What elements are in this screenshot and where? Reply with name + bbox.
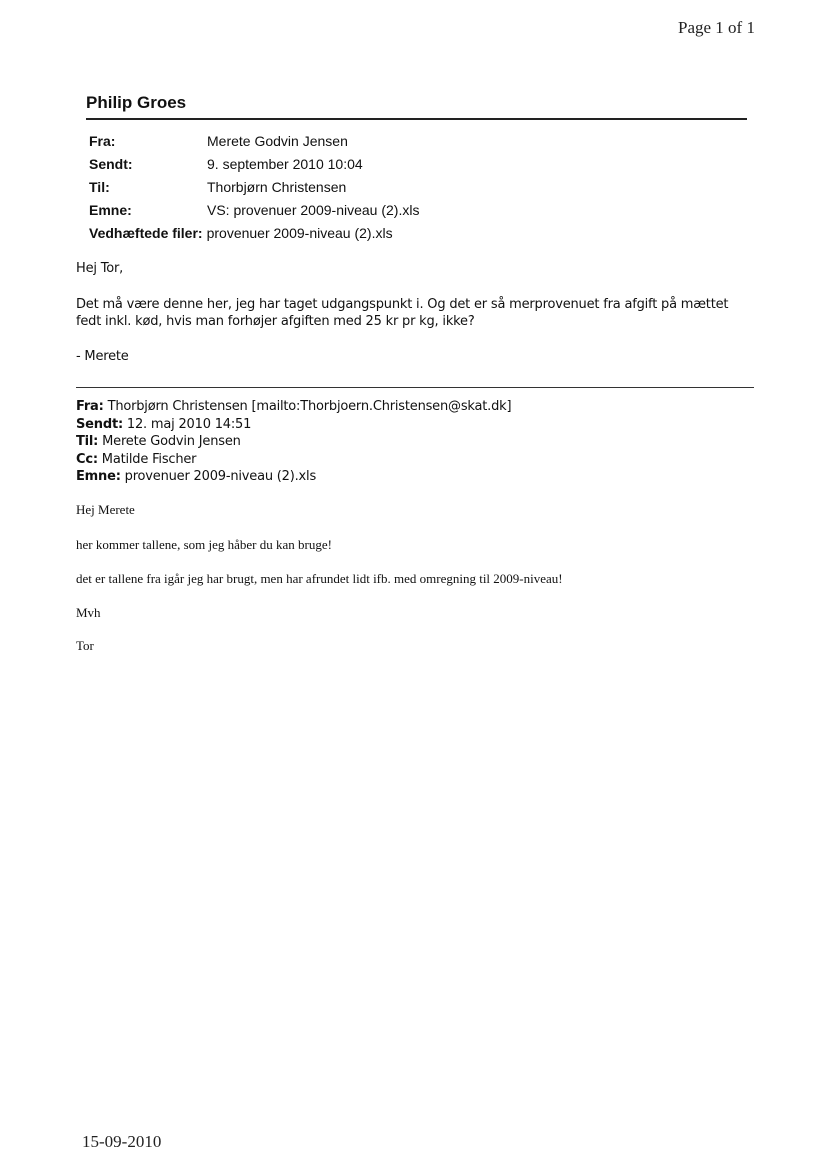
quoted-from-row <box>76 398 511 416</box>
body-signoff: - Merete <box>76 349 129 364</box>
quoted-from-label: Fra: <box>76 399 104 414</box>
subject-row <box>89 199 419 222</box>
quoted-closing: Mvh <box>76 605 101 620</box>
page-number: Page 1 of 1 <box>678 18 755 37</box>
quoted-sent-value: 12. maj 2010 14:51 <box>126 416 252 432</box>
quoted-subject-row <box>76 468 511 486</box>
quoted-signature: Tor <box>76 638 94 653</box>
header-divider <box>86 118 747 120</box>
from-row <box>89 130 419 153</box>
quoted-message-divider <box>76 387 754 388</box>
quoted-to-row <box>76 433 511 451</box>
quoted-subject-label: Emne: <box>76 469 121 484</box>
print-date: 15-09-2010 <box>82 1132 162 1151</box>
quoted-cc-label: Cc: <box>76 451 98 467</box>
quoted-cc-row <box>76 451 511 469</box>
quoted-to-value: Merete Godvin Jensen <box>102 434 241 449</box>
subject-label: Emne: <box>89 202 132 218</box>
from-value: Merete Godvin Jensen <box>207 133 348 149</box>
to-label: Til: <box>89 179 110 195</box>
quoted-sent-label: Sendt: <box>76 416 123 432</box>
body-paragraph: Det må være denne her, jeg har taget udgangspunkt i. Og det er så merprovenuet fra afgift på mættet fedt inkl. kød, hvis man forhøjer afgiften med 25 kr pr kg, ikke? <box>76 297 729 329</box>
sent-label: Sendt: <box>89 156 133 172</box>
to-row <box>89 176 419 199</box>
sent-row <box>89 153 419 176</box>
quoted-to-label: Til: <box>76 434 99 449</box>
sent-value: 9. september 2010 10:04 <box>207 156 363 172</box>
quoted-from-value: Thorbjørn Christensen [mailto:Thorbjoern.Christensen@skat.dk] <box>107 399 512 414</box>
attachments-label: Vedhæftede filer: <box>89 225 203 241</box>
quoted-subject-value: provenuer 2009-niveau (2).xls <box>124 469 317 484</box>
email-header <box>89 130 419 245</box>
mailbox-owner-name: Philip Groes <box>86 93 187 112</box>
body-greeting: Hej Tor, <box>76 261 124 276</box>
quoted-greeting: Hej Merete <box>76 502 135 517</box>
to-value: Thorbjørn Christensen <box>207 179 347 195</box>
from-label: Fra: <box>89 133 116 149</box>
quoted-line-1: her kommer tallene, som jeg håber du kan bruge! <box>76 537 332 552</box>
attachments-row <box>89 222 419 245</box>
quoted-line-2: det er tallene fra igår jeg har brugt, men har afrundet lidt ifb. med omregning til 2009-niveau! <box>76 571 563 586</box>
subject-value: VS: provenuer 2009-niveau (2).xls <box>207 202 420 218</box>
quoted-header <box>76 398 511 486</box>
attachment-link[interactable]: provenuer 2009-niveau (2).xls <box>206 225 393 241</box>
quoted-sent-row <box>76 416 511 434</box>
quoted-cc-value: Matilde Fischer <box>101 451 197 467</box>
